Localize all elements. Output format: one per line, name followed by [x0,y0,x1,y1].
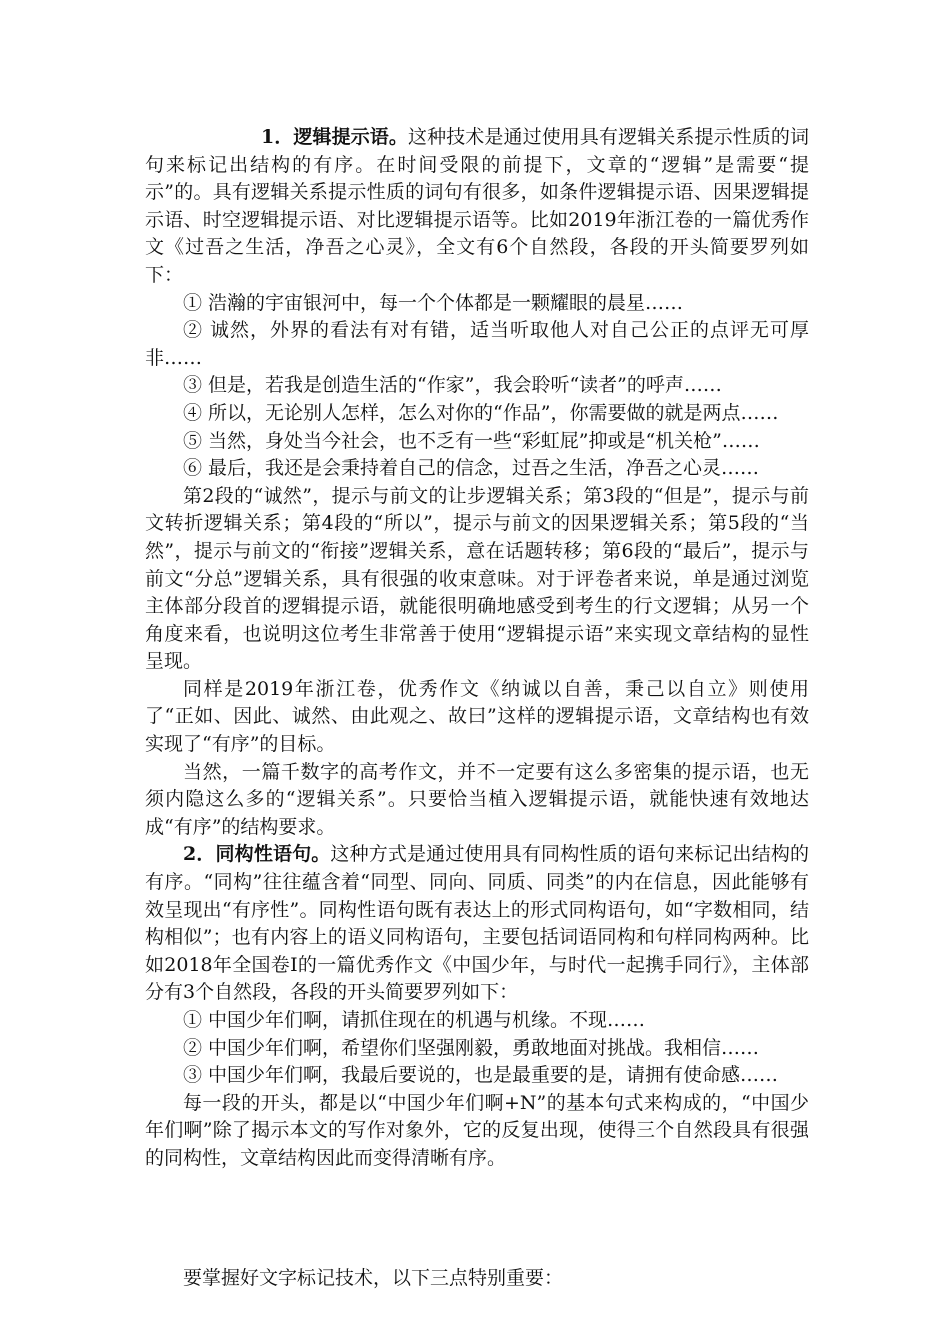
section1-item-3: ③ 但是，若我是创造生活的“作家”，我会聆听“读者”的呼声…… [183,374,722,397]
section1-intro-paragraph [145,124,809,290]
section2-heading: 2．同构性语句。 [183,843,331,866]
section1-analysis-paragraph: 第2段的“诚然”，提示与前文的让步逻辑关系；第3段的“但是”，提示与前文转折逻辑关系；第4段的“所以”，提示与前文的因果逻辑关系；第5段的“当然”，提示与前文的“衔接”逻辑关系，意在话题转移；第6段的“最后”，提示与前文“分总”逻辑关系，具有很强的收束意味。对于评卷者来说，单是通过浏览主体部分段首的逻辑提示语，就能很明确地感受到考生的行文逻辑；从另一个角度来看，也说明这位考生非常善于使用“逻辑提示语”来实现文章结构的显性呈现。 [145,484,809,673]
section2-analysis-paragraph: 每一段的开头，都是以“中国少年们啊+N”的基本句式来构成的，“中国少年们啊”除了揭示本文的写作对象外，它的反复出现，使得三个自然段具有很强的同构性，文章结构因此而变得清晰有序。 [145,1091,809,1169]
closing-paragraph: 要掌握好文字标记技术，以下三点特别重要： [183,1266,564,1289]
section1-example2-paragraph: 同样是2019年浙江卷，优秀作文《纳诚以自善，秉己以自立》则使用了“正如、因此、诚然、由此观之、故曰”这样的逻辑提示语，文章结构也有效实现了“有序”的目标。 [145,677,809,756]
section1-heading: 1．逻辑提示语。 [261,126,409,148]
section2-item-1: ① 中国少年们啊，请抓住现在的机遇与机缘。不现…… [183,1009,646,1031]
section1-item-1: ① 浩瀚的宇宙银河中，每一个个体都是一颗耀眼的晨星…… [183,291,684,314]
section1-summary-paragraph: 当然，一篇千数字的高考作文，并不一定要有这么多密集的提示语，也无须内隐这么多的“逻辑关系”。只要恰当植入逻辑提示语，就能快速有效地达成“有序”的结构要求。 [145,760,809,838]
section1-item-4: ④ 所以，无论别人怎样，怎么对你的“作品”，你需要做的就是两点…… [183,401,779,424]
section2-item-3: ③ 中国少年们啊，我最后要说的，也是最重要的是，请拥有使命感…… [183,1064,779,1087]
section2-intro-text: 这种方式是通过使用具有同构性质的语句来标记出结构的有序。“同构”往往蕴含着“同型、同向、同质、同类”的内在信息，因此能够有效呈现出“有序性”。同构性语句既有表达上的形式同构语句，如“字数相同，结构相似”；也有内容上的语义同构语句，主要包括词语同构和句样同构两种。比如2018年全国卷Ⅰ的一篇优秀作文《中国少年，与时代一起携手同行》，主体部分有3个自然段，各段的开头简要罗列如下： [145,843,809,1004]
document-body [145,124,809,1292]
section2-item-2: ② 中国少年们啊，希望你们坚强刚毅，勇敢地面对挑战。我相信…… [183,1036,760,1059]
section1-intro-text: 这种技术是通过使用具有逻辑关系提示性质的词句来标记出结构的有序。在时间受限的前提下，文章的“逻辑”是需要“提示”的。具有逻辑关系提示性质的词句有很多，如条件逻辑提示语、因果逻辑提示语、时空逻辑提示语、对比逻辑提示语等。比如2019年浙江卷的一篇优秀作文《过吾之生活，净吾之心灵》，全文有6个自然段，各段的开头简要罗列如下： [145,126,809,286]
section1-item-5: ⑤ 当然，身处当今社会，也不乏有一些“彩虹屁”抑或是“机关枪”…… [183,429,760,452]
blank-spacer [145,1173,809,1265]
section2-intro-paragraph [145,841,809,1007]
section1-item-6: ⑥ 最后，我还是会秉持着自己的信念，过吾之生活，净吾之心灵…… [183,457,760,480]
section1-item-2: ② 诚然，外界的看法有对有错，适当听取他人对自己公正的点评无可厚非…… [145,319,809,369]
